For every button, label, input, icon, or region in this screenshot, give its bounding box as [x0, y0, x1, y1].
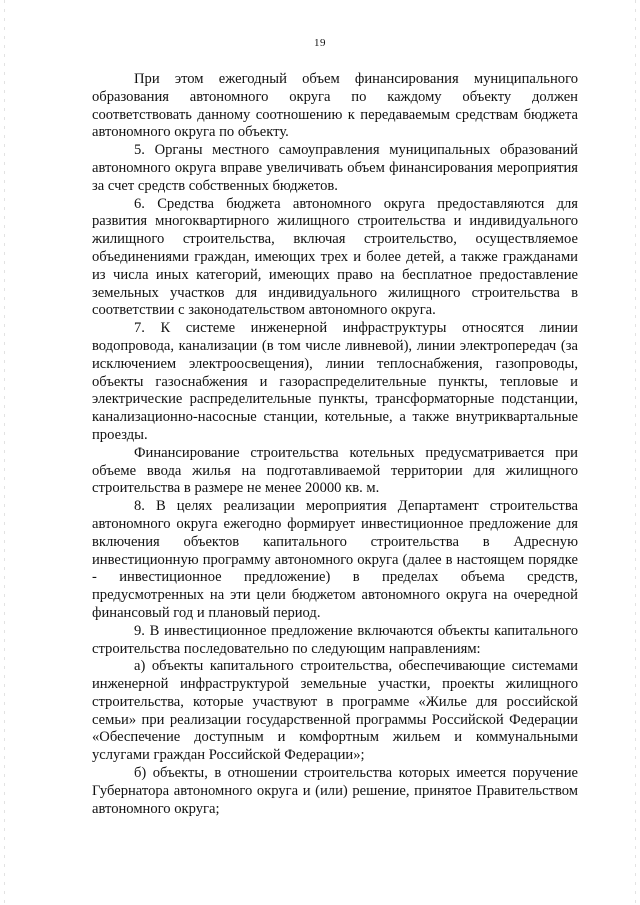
paragraph-9a-housing-program: а) объекты капитального строительства, обеспечивающие системами инженерной инфраструктурой земельные участки, проекты жилищного строительства, которые участвуют в программе «Жилье для российской семьи» при реализации государственной программы Российской Федерации «Обеспечение доступным и комфортным жильем и коммунальными услугами граждан Российской Федерации»;: [92, 658, 578, 764]
scan-edge-right: [635, 0, 636, 905]
paragraph-7-infrastructure: 7. К системе инженерной инфраструктуры относятся линии водопровода, канализации (в том числе ливневой), линии электропередач (за исключением электроосвещения), линии теплоснабжения, газопроводы, объекты газоснабжения и газораспределительные пункты, тепловые и электрические распределительные пункты, трансформаторные подстанции, канализационно-насосные станции, котельные, а также внутриквартальные проезды.: [92, 320, 578, 443]
paragraph-5-local-authorities: 5. Органы местного самоуправления муниципальных образований автономного округа вправе увеличивать объем финансирования мероприятия за счет средств собственных бюджетов.: [92, 142, 578, 194]
scan-edge-left: [4, 0, 5, 905]
paragraph-9b-governor-order: б) объекты, в отношении строительства которых имеется поручение Губернатора автономного округа и (или) решение, принятое Правительством автономного округа;: [92, 765, 578, 817]
paragraph-9-directions: 9. В инвестиционное предложение включаются объекты капитального строительства последовательно по следующим направлениям:: [92, 622, 578, 657]
paragraph-8-investment-proposal: 8. В целях реализации мероприятия Департамент строительства автономного округа ежегодно формирует инвестиционное предложение для включения объектов капитального строительства в Адресную инвестиционную программу автономного округа (далее в настоящем порядке - инвестиционное предложение) в пределах объема средств, предусмотренных на эти цели бюджетом автономного округа на очередной финансовый год и плановый период.: [92, 498, 578, 621]
paragraph-boiler-financing: Финансирование строительства котельных предусматривается при объеме ввода жилья на подготавливаемой территории для жилищного строительства в размере не менее 20000 кв. м.: [92, 444, 578, 497]
paragraph-6-budget-funds: 6. Средства бюджета автономного округа предоставляются для развития многоквартирного жилищного строительства и индивидуального жилищного строительства, включая строительство, осуществляемое объединениями граждан, имеющих трех и более детей, а также гражданами из числа иных категорий, имеющих право на бесплатное предоставление земельных участков для индивидуального жилищного строительства в соответствии с законодательством автономного округа.: [92, 195, 578, 319]
page-number: 19: [314, 37, 326, 49]
document-body: [92, 71, 578, 818]
paragraph-annual-funding: При этом ежегодный объем финансирования муниципального образования автономного округа по каждому объекту должен соответствовать данному соотношению к передаваемым средствам бюджета автономного округа по объекту.: [92, 71, 578, 141]
